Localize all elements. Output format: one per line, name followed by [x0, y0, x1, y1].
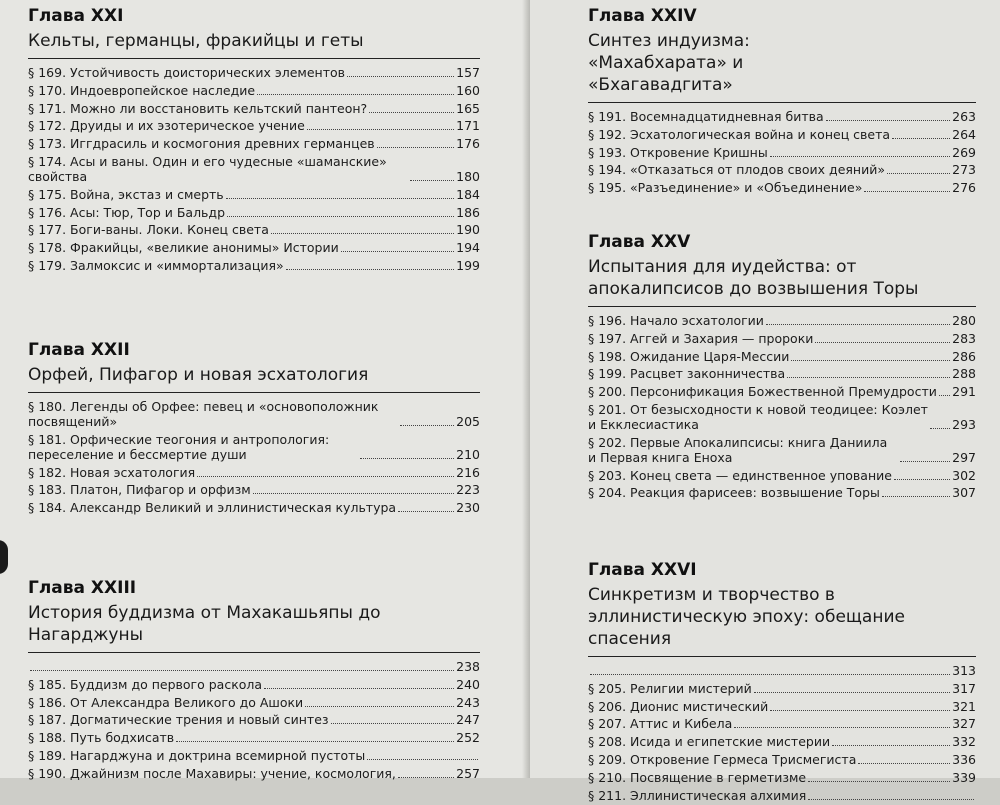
chapter-heading: Глава XXIV	[588, 6, 697, 26]
toc-entry: § 201. От безысходности к новой теодицее: Коэлет и Екклесиастика 293	[588, 401, 976, 432]
toc-entry: § 191. Восемнадцатидневная битва 263	[588, 109, 976, 124]
toc-entry: § 187. Догматические трения и новый синтез 247	[28, 712, 480, 728]
toc-entry: § 183. Платон, Пифагор и орфизм 223	[28, 482, 480, 498]
toc-list	[28, 65, 480, 273]
toc-entry: § 211. Эллинистическая алхимия	[588, 788, 976, 803]
toc-entry: § 174. Асы и ваны. Один и его чудесные «шаманские» свойства 180	[28, 153, 480, 184]
chapter-heading: Глава XXV	[588, 232, 691, 252]
toc-entry: 313	[588, 663, 976, 678]
toc-entry: § 210. Посвящение в герметизме 339	[588, 769, 976, 785]
divider	[588, 306, 976, 307]
toc-entry: § 199. Расцвет законничества 288	[588, 366, 976, 382]
toc-entry: § 180. Легенды об Орфее: певец и «основоположник посвящений» 205	[28, 399, 480, 429]
toc-entry: § 207. Аттис и Кибела 327	[588, 716, 976, 732]
divider	[28, 58, 480, 59]
toc-entry: § 182. Новая эсхатология 216	[28, 464, 480, 480]
toc-entry: § 175. Война, экстаз и смерть 184	[28, 186, 480, 202]
toc-entry: § 196. Начало эсхатологии 280	[588, 313, 976, 328]
chapter-21	[28, 6, 480, 276]
toc-entry: § 177. Боги-ваны. Локи. Конец света 190	[28, 222, 480, 238]
chapter-25	[588, 232, 976, 503]
toc-list	[588, 313, 976, 500]
toc-entry: § 206. Дионис мистический 321	[588, 698, 976, 714]
chapter-heading: Глава XXII	[28, 340, 130, 360]
toc-entry: § 202. Первые Апокалипсисы: книга Даниила и Первая книга Еноха 297	[588, 434, 976, 465]
divider	[28, 392, 480, 393]
toc-entry: § 186. От Александра Великого до Ашоки 243	[28, 694, 480, 710]
toc-entry: § 193. Откровение Кришны 269	[588, 144, 976, 160]
toc-entry: § 188. Путь бодхисатв 252	[28, 730, 480, 746]
toc-entry: § 195. «Разъединение» и «Объединение» 276	[588, 180, 976, 196]
toc-entry: § 178. Фракийцы, «великие анонимы» Истории 194	[28, 240, 480, 256]
toc-list	[28, 659, 480, 781]
toc-entry: § 179. Залмоксис и «иммортализация» 199	[28, 257, 480, 273]
toc-entry: § 181. Орфические теогония и антропология: переселение и бессмертие души 210	[28, 431, 480, 462]
toc-entry: § 205. Религии мистерий 317	[588, 680, 976, 696]
binding-ring	[0, 540, 8, 574]
toc-entry: § 190. Джайнизм после Махавиры: учение, космология, 257	[28, 765, 480, 781]
chapter-heading: Глава XXI	[28, 6, 124, 26]
chapter-heading: Глава XXVI	[588, 560, 697, 580]
chapter-24	[588, 6, 976, 198]
toc-entry: § 184. Александр Великий и эллинистическая культура 230	[28, 500, 480, 516]
toc-list	[588, 109, 976, 195]
toc-entry: § 192. Эсхатологическая война и конец света 264	[588, 126, 976, 142]
toc-entry: § 172. Друиды и их эзотерическое учение 171	[28, 118, 480, 134]
toc-entry: § 189. Нагарджуна и доктрина всемирной пустоты	[28, 748, 480, 763]
toc-entry: § 170. Индоевропейское наследие 160	[28, 82, 480, 98]
divider	[28, 652, 480, 653]
chapter-heading: Глава XXIII	[28, 578, 137, 598]
chapter-22	[28, 340, 480, 518]
divider	[588, 102, 976, 103]
divider	[588, 656, 976, 657]
toc-list	[28, 399, 480, 515]
chapter-title: Кельты, германцы, фракийцы и геты	[28, 31, 364, 51]
toc-entry: § 169. Устойчивость доисторических элементов 157	[28, 65, 480, 80]
chapter-23	[28, 578, 480, 784]
toc-entry: § 176. Асы: Тюр, Тор и Бальдр 186	[28, 204, 480, 220]
right-page	[530, 0, 1000, 803]
toc-entry: § 204. Реакция фарисеев: возвышение Торы 307	[588, 485, 976, 501]
toc-entry: § 197. Аггей и Захария — пророки 283	[588, 330, 976, 346]
chapter-title: Испытания для иудейства: от апокалипсисов до возвышения Торы	[588, 257, 919, 299]
toc-entry: § 171. Можно ли восстановить кельтский пантеон? 165	[28, 100, 480, 116]
chapter-title: История буддизма от Махакашьяпы до Нагарджуны	[28, 603, 381, 645]
toc-list	[588, 663, 976, 803]
chapter-title: Орфей, Пифагор и новая эсхатология	[28, 365, 369, 385]
toc-entry: § 203. Конец света — единственное упование 302	[588, 467, 976, 483]
chapter-title: Синтез индуизма: «Махабхарата» и «Бхагавадгита»	[588, 31, 750, 95]
toc-entry: § 208. Исида и египетские мистерии 332	[588, 734, 976, 750]
toc-entry: § 173. Иггдрасиль и космогония древних германцев 176	[28, 136, 480, 152]
chapter-title: Синкретизм и творчество в эллинистическую эпоху: обещание спасения	[588, 585, 905, 649]
toc-entry: § 209. Откровение Гермеса Трисмегиста 336	[588, 751, 976, 767]
toc-entry: § 194. «Отказаться от плодов своих деяний» 273	[588, 162, 976, 178]
chapter-26	[588, 560, 976, 805]
toc-entry: § 200. Персонификация Божественной Премудрости 291	[588, 384, 976, 400]
toc-entry: 238	[28, 659, 480, 674]
toc-entry: § 185. Буддизм до первого раскола 240	[28, 676, 480, 692]
toc-entry: § 198. Ожидание Царя-Мессии 286	[588, 348, 976, 364]
